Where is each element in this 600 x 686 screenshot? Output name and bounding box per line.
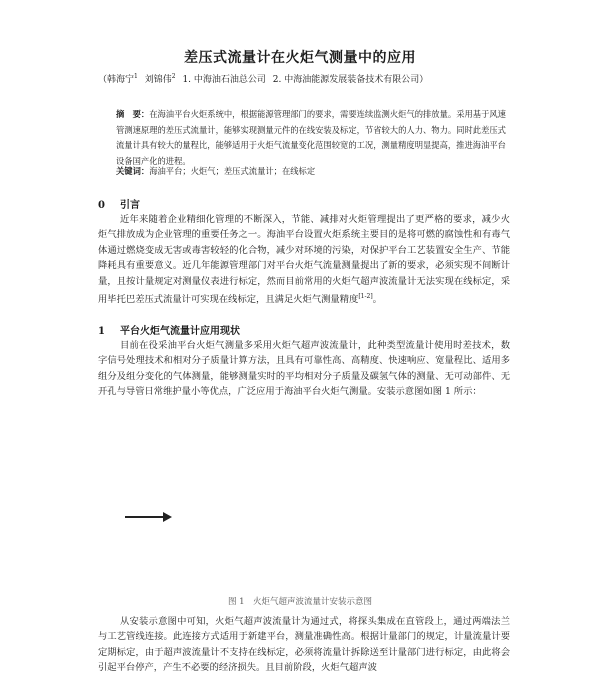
- section-1-body-cont: 从安装示意图中可知，火炬气超声波流量计为通过式，将探头集成在直管段上，通过两端法兰与工艺管线连接。此连接方式适用于新建平台，测量准确性高。根据计量部门的规定，计量流量计要定期标定，由于超声波流量计不支持在线标定，必须将流量计拆除送至计量部门进行标定，由此将会引起平台停产，产生不必要的经济损失。且目前阶段，火炬气超声波: [98, 616, 510, 674]
- keywords: [116, 165, 516, 177]
- flow-arrow-icon: [163, 512, 172, 522]
- figure-1-caption: 图 1 火炬气超声波流量计安装示意图: [227, 597, 373, 607]
- keywords-label: 关键词：: [116, 166, 150, 176]
- affiliation-1: 1. 中海油石油总公司: [182, 75, 266, 85]
- author-1: （韩海宁$^1$: [98, 73, 138, 85]
- section-0-heading: 0 引言: [98, 200, 140, 211]
- abstract-label: 摘 要：: [116, 109, 150, 119]
- paper-title: 差压式流量计在火炬气测量中的应用: [184, 50, 416, 66]
- affiliation-2: 2. 中海油能源发展装备技术有限公司）: [272, 75, 429, 85]
- keywords-text: 海油平台；火炬气；差压式流量计；在线标定: [149, 166, 316, 176]
- citation: [1-2]: [358, 293, 373, 301]
- author-line: [98, 72, 518, 85]
- abstract-text: 在海油平台火炬系统中，根据能源管理部门的要求，需要连续监测火炬气的排放量。采用基于风速管测速原理的差压式流量计，能够实现测量元件的在线安装及标定，节省较大的人力、物力。同时此差压式流量计具有较大的量程比，能够适用于火炬气流量变化范围较宽的工况，测量精度明显提高，推进海油平台设备国产化的进程。: [116, 109, 506, 166]
- abstract: [98, 107, 510, 169]
- section-1-body: 目前在役采油平台火炬气测量多采用火炬气超声波流量计，此种类型流量计使用时差技术，数字信号处理技术和相对分子质量计算方法，且具有可靠性高、高精度、快速响应、宽量程比、适用多组分及组分变化的气体测量，能够测量实时的平均相对分子质量及碳氢气体的测量、无可动部件、无开孔与导管日常维护量小等优点，广泛应用于海油平台火炬气测量。安装示意图如图 1 所示：: [98, 340, 510, 398]
- flow-arrow-line: [125, 516, 165, 518]
- section-0-body: 近年来随着企业精细化管理的不断深入，节能、减排对火炬管理提出了更严格的要求，减少火炬气排放成为企业管理的重要任务之一。海油平台设置火炬系统主要目的是将可燃的腐蚀性和有毒气体通过燃烧变成无害或毒害较轻的化合物，减少对环境的污染，对保护平台工艺装置安全生产、节能降耗具有重要意义。近几年能源管理部门对平台火炬气流量测量提出了新的要求，必须实现不间断计量，且按计量规定对测量仪表进行标定，然而目前常用的火炬气超声波流量计无法实现在线标定，采用毕托巴差压式流量计可实现在线标定，且满足火炬气测量精度[1-2]。: [98, 214, 510, 306]
- author-2: 刘锦伟$^2$: [144, 73, 176, 85]
- section-1-heading: 1 平台火炬气流量计应用现状: [98, 326, 240, 337]
- figure-1: [100, 412, 500, 582]
